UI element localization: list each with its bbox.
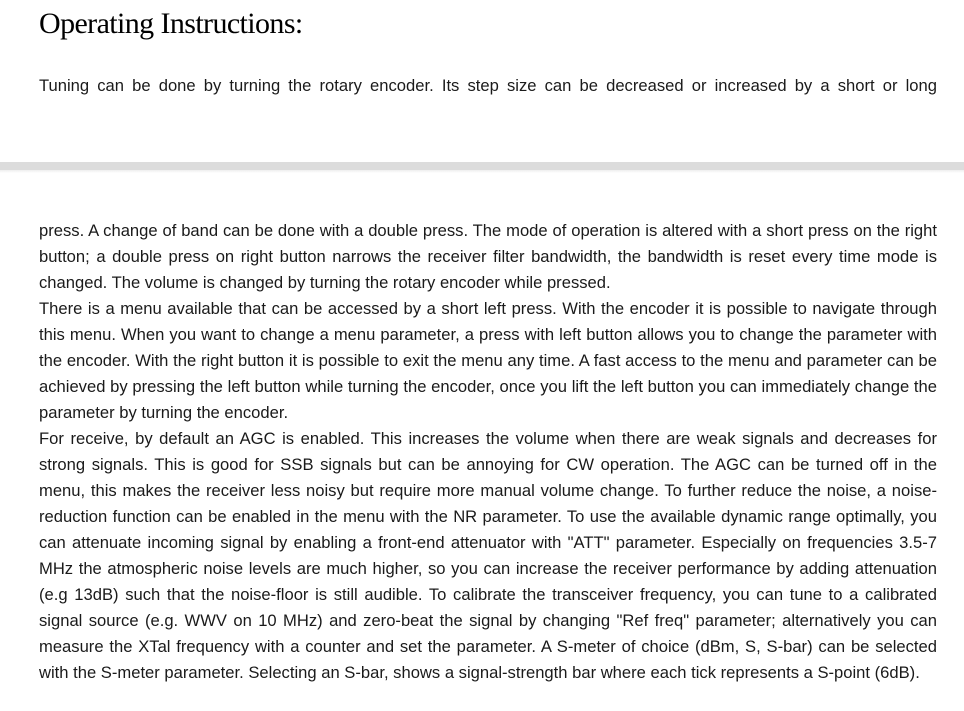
page-break-divider bbox=[0, 162, 964, 170]
intro-text-line: Tuning can be done by turning the rotary encoder. Its step size can be decreased or increased by a short or long bbox=[39, 76, 937, 95]
page-title: Operating Instructions: bbox=[39, 7, 303, 40]
paragraph-receive: For receive, by default an AGC is enabled. This increases the volume when there are weak signals and decreases for strong signals. This is good for SSB signals but can be annoying for CW operation. The AGC can be turned off in the menu, this makes the receiver less noisy but require more manual volume change. To further reduce the noise, a noise-reduction function can be enabled in the menu with the NR parameter. To use the available dynamic range optimally, you can attenuate incoming signal by enabling a front-end attenuator with "ATT" parameter. Especially on frequencies 3.5-7 MHz the atmospheric noise levels are much higher, so you can increase the receiver performance by adding attenuation (e.g 13dB) such that the noise-floor is still audible. To calibrate the transceiver frequency, you can tune to a calibrated signal source (e.g. WWV on 10 MHz) and zero-beat the signal by changing "Ref freq" parameter; alternatively you can measure the XTal frequency with a counter and set the parameter. A S-meter of choice (dBm, S, S-bar) can be selected with the S-meter parameter. Selecting an S-bar, shows a signal-strength bar where each tick represents a S-point (6dB). bbox=[39, 429, 937, 682]
paragraph-menu: There is a menu available that can be accessed by a short left press. With the encoder it is possible to navigate through this menu. When you want to change a menu parameter, a press with left button allows you to change the parameter with the encoder. With the right button it is possible to exit the menu any time. A fast access to the menu and parameter can be achieved by pressing the left button while turning the encoder, once you lift the left button you can immediately change the parameter by turning the encoder. bbox=[39, 299, 937, 422]
body-text bbox=[39, 218, 937, 686]
paragraph-controls: press. A change of band can be done with a double press. The mode of operation is altered with a short press on the right button; a double press on right button narrows the receiver filter bandwidth, the bandwidth is reset every time mode is changed. The volume is changed by turning the rotary encoder while pressed. bbox=[39, 221, 937, 292]
